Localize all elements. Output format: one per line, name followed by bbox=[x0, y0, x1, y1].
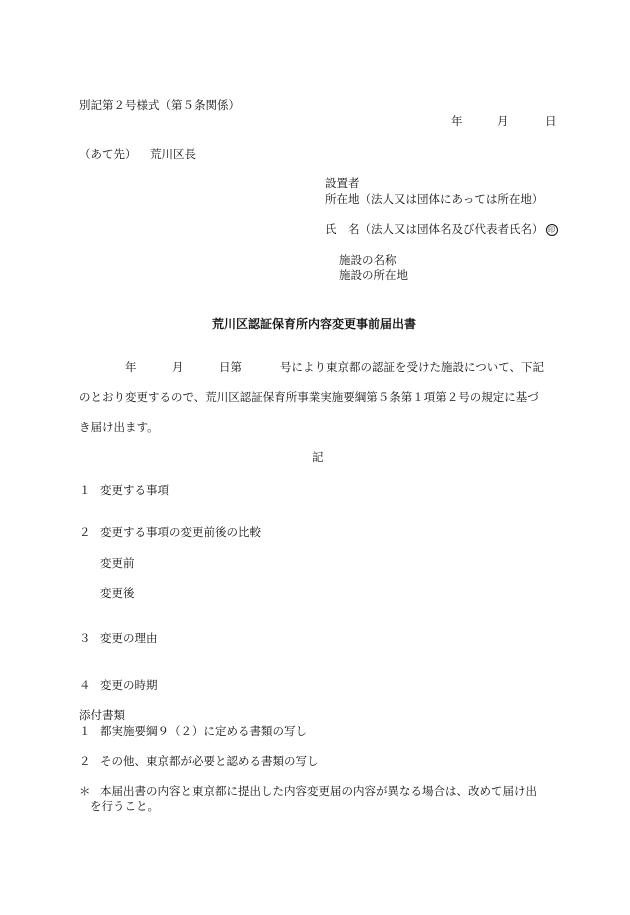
seal-mark: 印 bbox=[546, 224, 558, 236]
date-month: 月 bbox=[497, 114, 509, 128]
date-day: 日 bbox=[545, 114, 557, 128]
body-year: 年 bbox=[125, 360, 137, 374]
comparison-after: 変更後 bbox=[100, 586, 135, 600]
applicant-address: 所在地（法人又は団体にあっては所在地） bbox=[325, 192, 544, 206]
body-line2: のとおり変更するので、荒川区認証保育所事業実施要綱第５条第１項第２号の規定に基づ bbox=[79, 390, 539, 404]
facility-name-label: 施設の名称 bbox=[339, 253, 397, 267]
form-label: 別記第２号様式（第５条関係） bbox=[79, 98, 240, 112]
attachment-1-num: １ bbox=[79, 724, 91, 738]
attachments-heading: 添付書類 bbox=[79, 708, 125, 722]
item-2-num: ２ bbox=[79, 525, 91, 539]
applicant-name-row bbox=[325, 224, 558, 236]
item-4-text: 変更の時期 bbox=[100, 678, 158, 692]
body-day: 日第 bbox=[219, 360, 242, 374]
item-4-num: ４ bbox=[79, 678, 91, 692]
ki-mark: 記 bbox=[312, 450, 324, 464]
body-line3: き届け出ます。 bbox=[79, 420, 159, 434]
attachment-2-text: その他、東京都が必要と認める書類の写し bbox=[100, 754, 319, 768]
item-3-num: ３ bbox=[79, 631, 91, 645]
item-2-text: 変更する事項の変更前後の比較 bbox=[100, 525, 261, 539]
applicant-name-label: 氏 名（法人又は団体名及び代表者氏名） bbox=[325, 222, 544, 236]
comparison-before: 変更前 bbox=[100, 556, 135, 570]
body-month: 月 bbox=[172, 360, 184, 374]
item-1-num: １ bbox=[79, 483, 91, 497]
item-3-text: 変更の理由 bbox=[100, 631, 158, 645]
date-year: 年 bbox=[451, 114, 463, 128]
attachment-2-num: ２ bbox=[79, 754, 91, 768]
document-title: 荒川区認証保育所内容変更事前届出書 bbox=[212, 317, 417, 331]
item-1-text: 変更する事項 bbox=[100, 483, 169, 497]
applicant-heading: 設置者 bbox=[325, 176, 360, 190]
note-line2: を行うこと。 bbox=[90, 799, 159, 813]
body-line1-rest: 号により東京都の認証を受けた施設について、下記 bbox=[280, 360, 545, 374]
facility-address-label: 施設の所在地 bbox=[339, 268, 408, 282]
addressee-name: 荒川区長 bbox=[150, 147, 196, 161]
addressee-prefix: （あて先） bbox=[79, 147, 137, 161]
attachment-1-text: 都実施要綱９（２）に定める書類の写し bbox=[100, 724, 307, 738]
note-mark: ＊ bbox=[79, 784, 91, 798]
note-line1: 本届出書の内容と東京都に提出した内容変更届の内容が異なる場合は、改めて届け出 bbox=[100, 784, 537, 798]
